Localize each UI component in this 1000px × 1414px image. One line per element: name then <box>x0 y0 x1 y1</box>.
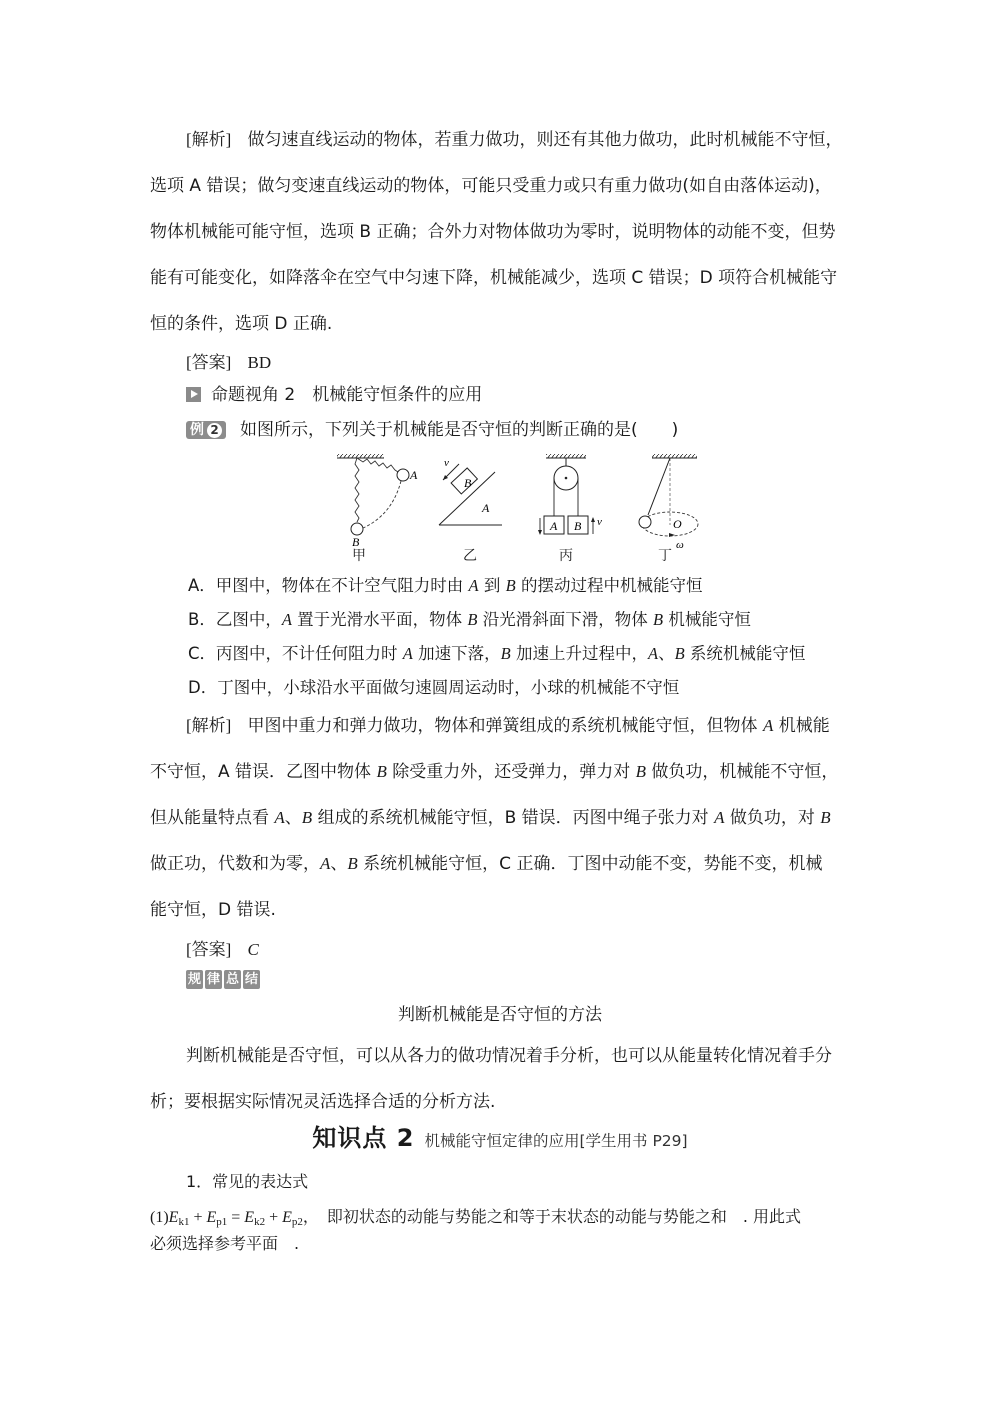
label-v-yi: v <box>444 457 449 469</box>
analysis-1-line-3: 物体机械能可能守恒，选项 B 正确；合外力对物体做功为零时，说明物体的动能不变，但势 <box>150 222 836 242</box>
method-line-2: 析；要根据实际情况灵活选择合适的分析方法. <box>150 1092 496 1112</box>
label-omega: ω <box>676 539 684 551</box>
label-O: O <box>673 517 682 531</box>
diagram-jia <box>337 454 418 549</box>
caption-bing: 丙 <box>559 548 573 564</box>
diagram-ding <box>639 454 698 551</box>
label-B-bing: B <box>574 519 582 533</box>
analysis-1-line-1: [解析] 做匀速直线运动的物体，若重力做功，则还有其他力做功，此时机械能不守恒， <box>186 130 843 150</box>
caption-yi: 乙 <box>463 548 477 564</box>
example-badge: 例 2 <box>186 421 226 439</box>
diagram-yi <box>439 457 502 525</box>
knowledge-point-subtitle: 机械能守恒定律的应用[学生用书 P29] <box>424 1132 688 1150</box>
caption-jia: 甲 <box>352 548 366 564</box>
analysis-2-line-4: 做正功，代数和为零，A、B 系统机械能守恒，C 正确．丁图中动能不变，势能不变，机械 <box>150 854 823 874</box>
label-v-bing: v <box>597 516 602 528</box>
analysis-1-line-4: 能有可能变化，如降落伞在空气中匀速下降，机械能减少，选项 C 错误；D 项符合机械能守 <box>150 268 838 288</box>
option-d: D．丁图中，小球沿水平面做匀速圆周运动时，小球的机械能不守恒 <box>188 678 680 697</box>
answer-1: [答案] BD <box>186 353 272 372</box>
analysis-2-line-5: 能守恒，D 错误. <box>150 900 276 920</box>
method-line-1: 判断机械能是否守恒，可以从各力的做功情况着手分析，也可以从能量转化情况着手分 <box>186 1046 832 1066</box>
formula-line-2: 必须选择参考平面 . <box>150 1234 300 1253</box>
analysis-1-line-5: 恒的条件，选项 D 正确. <box>150 314 333 334</box>
analysis-2-line-3: 但从能量特点看 A、B 组成的系统机械能守恒，B 错误．丙图中绳子张力对 A 做负功，对 B <box>150 808 831 828</box>
label-A: A <box>410 468 418 482</box>
perspective-heading: 命题视角 2 机械能守恒条件的应用 <box>186 383 482 407</box>
play-icon <box>186 387 201 402</box>
rule-summary-badge: 规 律 总 结 <box>187 972 258 987</box>
option-a: A．甲图中，物体在不计空气阻力时由 A 到 B 的摆动过程中机械能守恒 <box>188 576 703 595</box>
label-B-yi: B <box>464 476 472 490</box>
diagram-bing <box>538 454 602 535</box>
label-A-yi: A <box>482 501 490 515</box>
caption-ding: 丁 <box>658 548 672 564</box>
answer-value: BD <box>247 353 272 372</box>
analysis-2-line-2: 不守恒，A 错误．乙图中物体 B 除受重力外，还受弹力，弹力对 B 做负功，机械能不守恒， <box>150 762 839 782</box>
formula-line: $(1)E_{k1} + E_{p1} = E_{k2} + E_{p2}$， 即初状态的动能与势能之和等于末状态的动能与势能之和 . 用此式 <box>150 1207 802 1228</box>
label-B: B <box>352 535 360 549</box>
option-b: B．乙图中，A 置于光滑水平面，物体 B 沿光滑斜面下滑，物体 B 机械能守恒 <box>188 610 751 629</box>
analysis-1-line-2: 选项 A 错误；做匀变速直线运动的物体，可能只受重力或只有重力做功(如自由落体运动)， <box>150 176 832 196</box>
example-question: 例 2 如图所示，下列关于机械能是否守恒的判断正确的是( ) <box>186 418 678 442</box>
method-title: 判断机械能是否守恒的方法 <box>398 1005 602 1025</box>
knowledge-point-label: 知识点 2 <box>312 1124 415 1152</box>
option-c: C．丙图中，不计任何阻力时 A 加速下落，B 加速上升过程中，A、B 系统机械能守恒 <box>188 644 806 663</box>
answer-value: C <box>247 940 259 959</box>
analysis-tag: [解析] <box>186 130 232 149</box>
answer-2: [答案] C <box>186 940 259 959</box>
section-1-title: 1．常见的表达式 <box>186 1172 309 1191</box>
physics-figure <box>330 450 710 575</box>
label-A-bing: A <box>550 519 558 533</box>
knowledge-point-heading <box>0 1126 1000 1153</box>
analysis-2-line-1: [解析] 甲图中重力和弹力做功，物体和弹簧组成的系统机械能守恒，但物体 A 机械能 <box>186 716 830 736</box>
